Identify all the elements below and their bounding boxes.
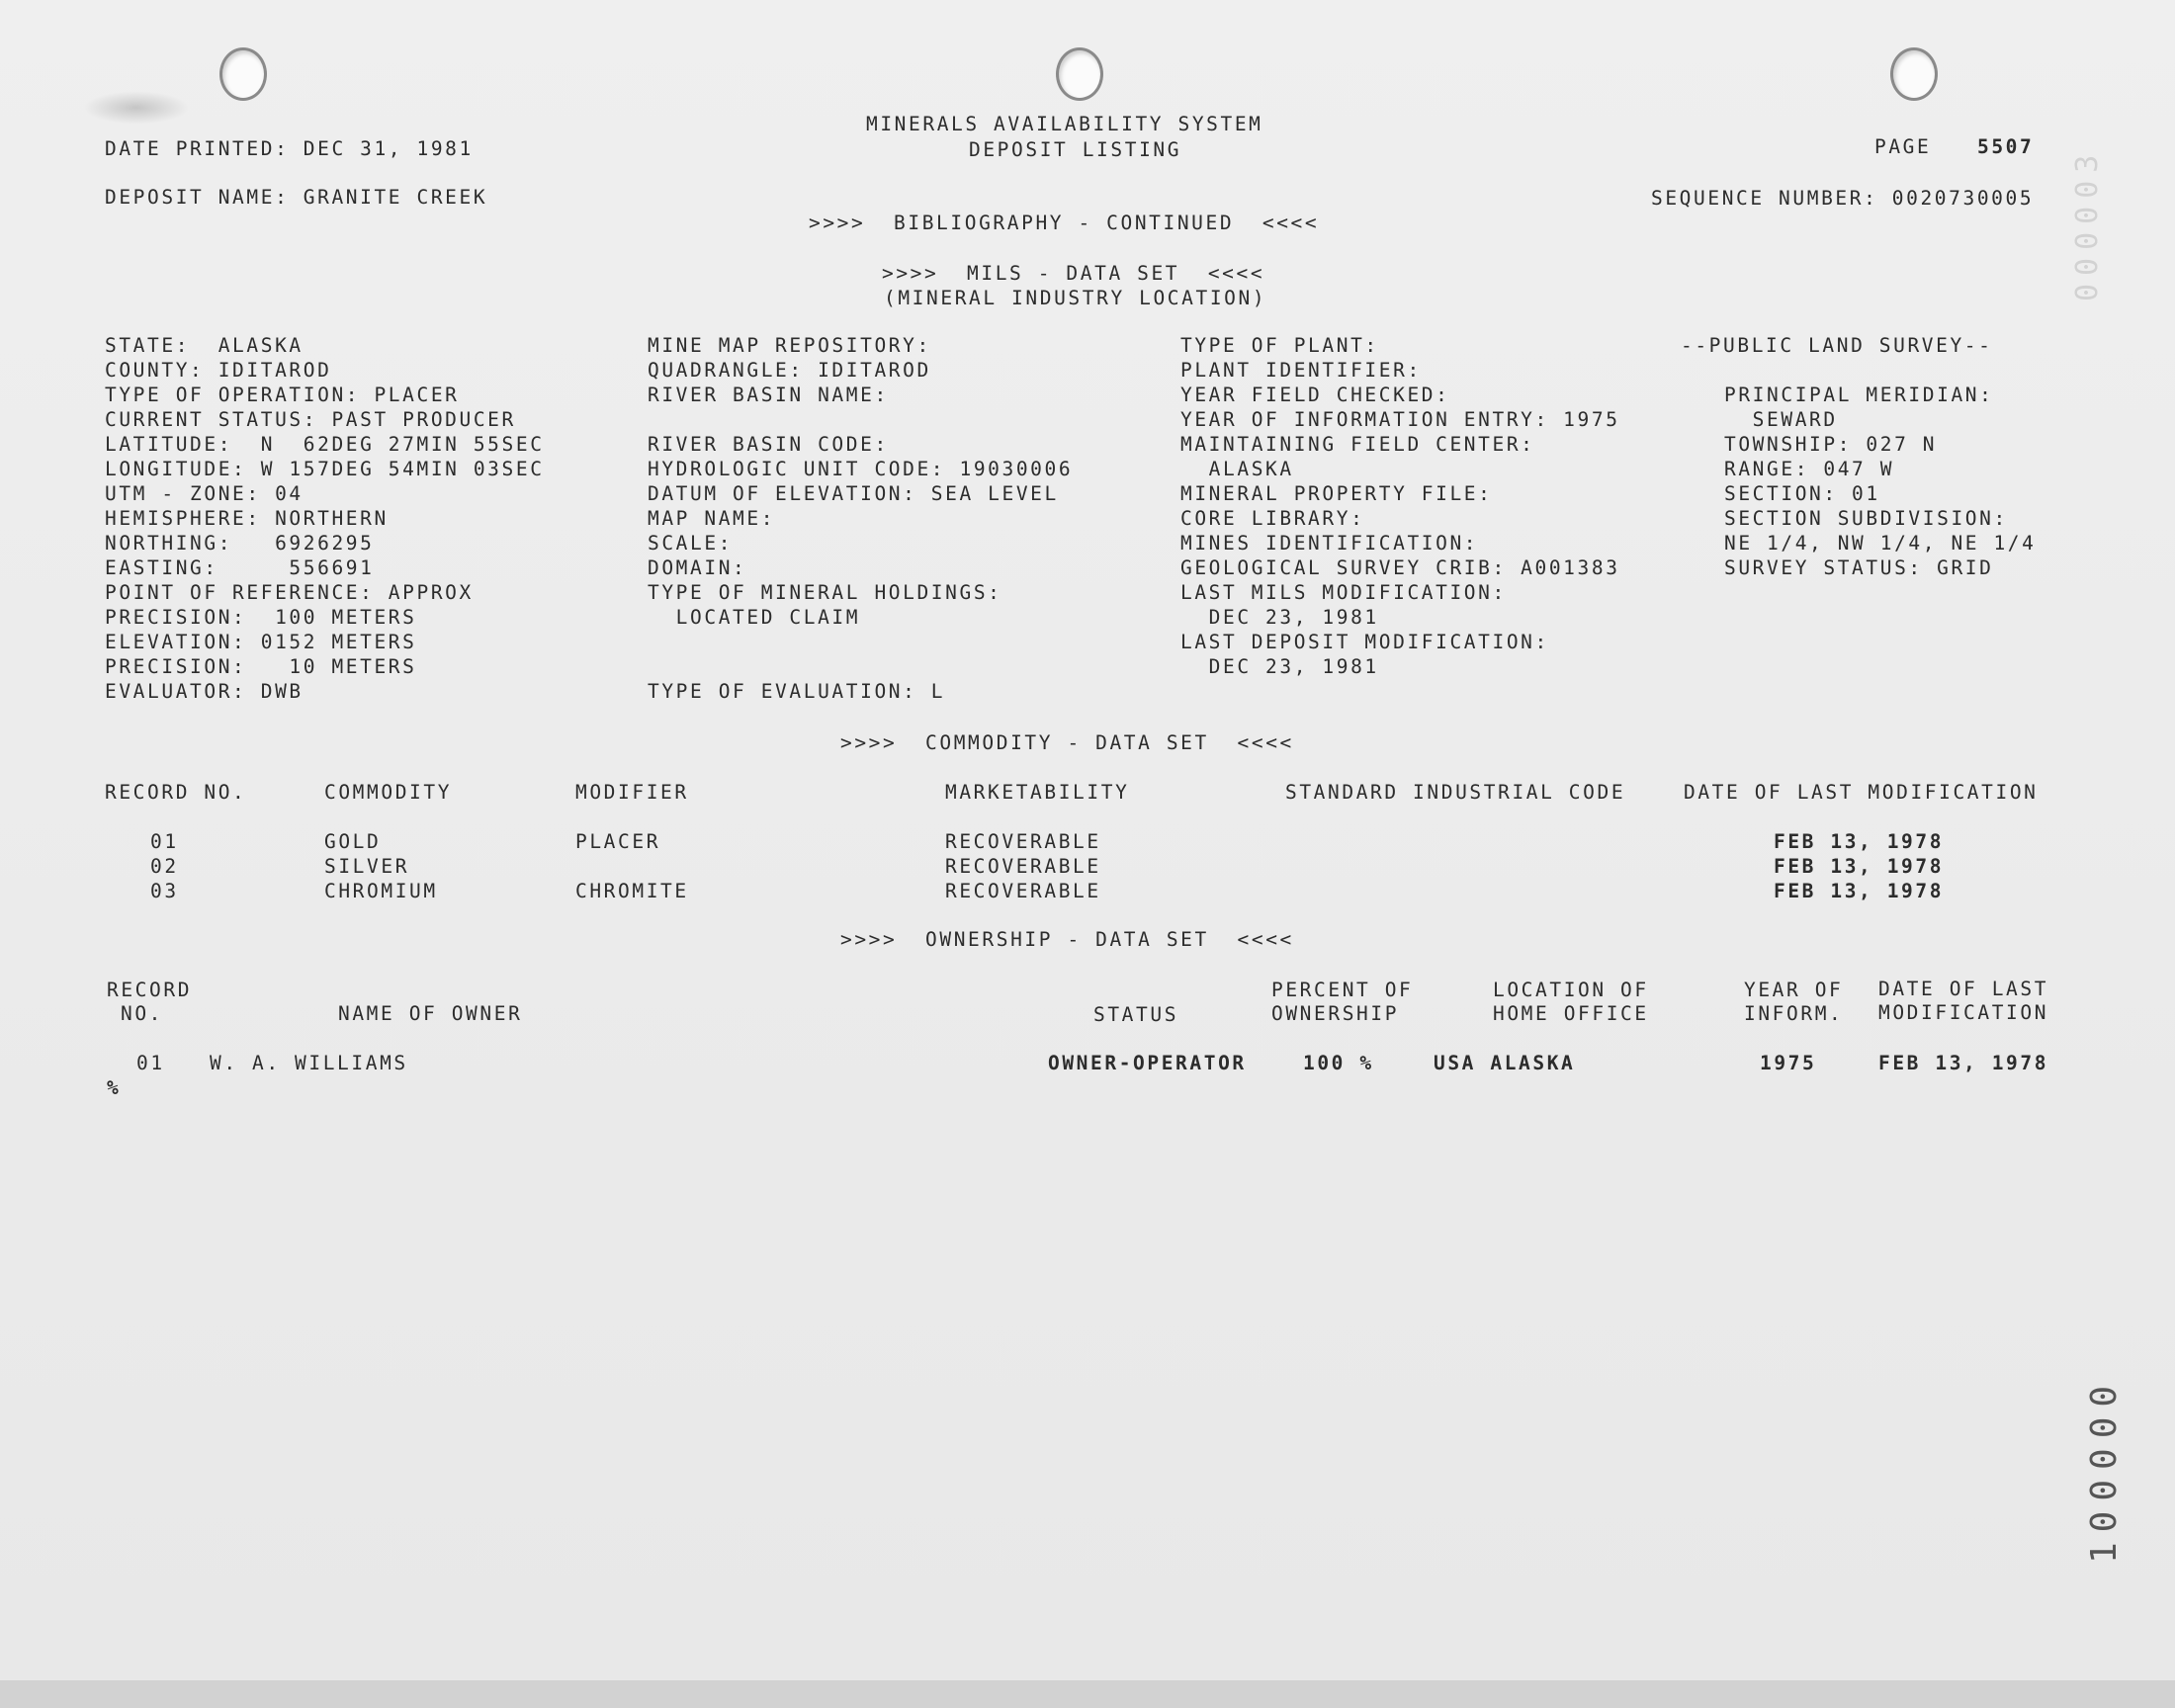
mils-field: RIVER BASIN CODE: bbox=[648, 433, 889, 456]
mils-field: MAP NAME: bbox=[648, 507, 776, 530]
commodity-record-no: 01 bbox=[150, 830, 179, 853]
mils-field: YEAR FIELD CHECKED: bbox=[1180, 384, 1450, 406]
commodity-col-marketability: MARKETABILITY bbox=[945, 781, 1130, 804]
mils-field: YEAR OF INFORMATION ENTRY: 1975 bbox=[1180, 408, 1620, 431]
mils-field: TOWNSHIP: 027 N bbox=[1724, 433, 1938, 456]
ownership-col-name: NAME OF OWNER bbox=[338, 1002, 523, 1025]
public-land-survey-title: --PUBLIC LAND SURVEY-- bbox=[1681, 334, 1993, 357]
mils-field: PRECISION: 100 METERS bbox=[105, 606, 417, 629]
mils-field: NE 1/4, NW 1/4, NE 1/4 bbox=[1724, 532, 2037, 555]
system-title: MINERALS AVAILABILITY SYSTEM bbox=[866, 113, 1263, 135]
mils-field: CURRENT STATUS: PAST PRODUCER bbox=[105, 408, 516, 431]
ownership-col-percent-1: PERCENT OF bbox=[1271, 979, 1414, 1001]
mils-field: LONGITUDE: W 157DEG 54MIN 03SEC bbox=[105, 458, 545, 480]
mils-field: SEWARD bbox=[1724, 408, 1838, 431]
mils-field: DOMAIN: bbox=[648, 556, 747, 579]
mils-field: HYDROLOGIC UNIT CODE: 19030006 bbox=[648, 458, 1074, 480]
mils-field: TYPE OF MINERAL HOLDINGS: bbox=[648, 581, 1002, 604]
mils-field: TYPE OF OPERATION: PLACER bbox=[105, 384, 460, 406]
mils-field: HEMISPHERE: NORTHERN bbox=[105, 507, 389, 530]
ownership-col-location-1: LOCATION OF bbox=[1493, 979, 1649, 1001]
mils-field: PRINCIPAL MERIDIAN: bbox=[1724, 384, 1994, 406]
sequence-number: SEQUENCE NUMBER: 0020730005 bbox=[1651, 187, 2035, 210]
ownership-col-date-2: MODIFICATION bbox=[1878, 1001, 2049, 1024]
commodity-col-sic: STANDARD INDUSTRIAL CODE bbox=[1285, 781, 1626, 804]
mils-field: QUADRANGLE: IDITAROD bbox=[648, 359, 931, 382]
scan-edge bbox=[0, 1680, 2175, 1708]
mils-field: RIVER BASIN NAME: bbox=[648, 384, 889, 406]
mils-field: MINES IDENTIFICATION: bbox=[1180, 532, 1479, 555]
punch-hole-center bbox=[1056, 47, 1103, 101]
ownership-col-no: NO. bbox=[121, 1002, 164, 1025]
ownership-col-date-1: DATE OF LAST bbox=[1878, 978, 2049, 1000]
date-printed: DATE PRINTED: DEC 31, 1981 bbox=[105, 137, 474, 160]
ownership-col-record: RECORD bbox=[107, 979, 193, 1001]
commodity-name: SILVER bbox=[324, 855, 410, 878]
mils-field: MINERAL PROPERTY FILE: bbox=[1180, 482, 1493, 505]
mils-subheader: (MINERAL INDUSTRY LOCATION) bbox=[884, 287, 1267, 309]
mils-field: ALASKA bbox=[1180, 458, 1294, 480]
punch-hole-right bbox=[1890, 47, 1938, 101]
owner-name: W. A. WILLIAMS bbox=[210, 1052, 408, 1074]
ownership-col-year-2: INFORM. bbox=[1744, 1002, 1844, 1025]
mils-field: ELEVATION: 0152 METERS bbox=[105, 631, 417, 653]
end-marker: % bbox=[107, 1076, 122, 1099]
mils-field: LAST MILS MODIFICATION: bbox=[1180, 581, 1507, 604]
commodity-date: FEB 13, 1978 bbox=[1774, 880, 1945, 902]
owner-year: 1975 bbox=[1760, 1052, 1817, 1074]
ownership-header: >>>> OWNERSHIP - DATA SET <<<< bbox=[840, 928, 1294, 951]
mils-field: SECTION SUBDIVISION: bbox=[1724, 507, 2008, 530]
commodity-col-record: RECORD NO. bbox=[105, 781, 247, 804]
mils-field: DEC 23, 1981 bbox=[1180, 655, 1379, 678]
commodity-marketability: RECOVERABLE bbox=[945, 855, 1101, 878]
mils-field: LAST DEPOSIT MODIFICATION: bbox=[1180, 631, 1549, 653]
mils-field: LOCATED CLAIM bbox=[648, 606, 861, 629]
commodity-header: >>>> COMMODITY - DATA SET <<<< bbox=[840, 731, 1294, 754]
mils-field: NORTHING: 6926295 bbox=[105, 532, 375, 555]
mils-field: SURVEY STATUS: GRID bbox=[1724, 556, 1994, 579]
mils-field: PRECISION: 10 METERS bbox=[105, 655, 417, 678]
mils-field: SCALE: bbox=[648, 532, 734, 555]
margin-stamp-top: 000003 bbox=[2070, 146, 2105, 301]
mils-header: >>>> MILS - DATA SET <<<< bbox=[882, 262, 1265, 285]
margin-stamp-bottom: 100000 bbox=[2084, 1375, 2125, 1564]
mils-field: UTM - ZONE: 04 bbox=[105, 482, 304, 505]
owner-percent: 100 % bbox=[1303, 1052, 1374, 1074]
commodity-name: CHROMIUM bbox=[324, 880, 438, 902]
mils-field: MINE MAP REPOSITORY: bbox=[648, 334, 931, 357]
mils-field: PLANT IDENTIFIER: bbox=[1180, 359, 1422, 382]
commodity-name: GOLD bbox=[324, 830, 382, 853]
ownership-col-location-2: HOME OFFICE bbox=[1493, 1002, 1649, 1025]
mils-field: SECTION: 01 bbox=[1724, 482, 1880, 505]
page-label: PAGE bbox=[1874, 135, 1932, 158]
mils-field: CORE LIBRARY: bbox=[1180, 507, 1365, 530]
commodity-modifier: PLACER bbox=[575, 830, 661, 853]
ownership-col-percent-2: OWNERSHIP bbox=[1271, 1002, 1400, 1025]
commodity-col-modifier: MODIFIER bbox=[575, 781, 689, 804]
mils-field: EASTING: 556691 bbox=[105, 556, 375, 579]
mils-field: POINT OF REFERENCE: APPROX bbox=[105, 581, 474, 604]
commodity-record-no: 02 bbox=[150, 855, 179, 878]
mils-field: DEC 23, 1981 bbox=[1180, 606, 1379, 629]
listing-title: DEPOSIT LISTING bbox=[969, 138, 1182, 161]
mils-field: MAINTAINING FIELD CENTER: bbox=[1180, 433, 1535, 456]
ownership-col-year-1: YEAR OF bbox=[1744, 979, 1844, 1001]
commodity-marketability: RECOVERABLE bbox=[945, 880, 1101, 902]
commodity-date: FEB 13, 1978 bbox=[1774, 830, 1945, 853]
owner-location: USA ALASKA bbox=[1434, 1052, 1576, 1074]
ownership-col-status: STATUS bbox=[1093, 1003, 1179, 1026]
mils-field: TYPE OF EVALUATION: L bbox=[648, 680, 946, 703]
commodity-col-commodity: COMMODITY bbox=[324, 781, 453, 804]
mils-field: LATITUDE: N 62DEG 27MIN 55SEC bbox=[105, 433, 545, 456]
commodity-modifier: CHROMITE bbox=[575, 880, 689, 902]
mils-field: COUNTY: IDITAROD bbox=[105, 359, 332, 382]
mils-field: STATE: ALASKA bbox=[105, 334, 304, 357]
owner-date: FEB 13, 1978 bbox=[1878, 1052, 2049, 1074]
mils-field: EVALUATOR: DWB bbox=[105, 680, 304, 703]
mils-field: TYPE OF PLANT: bbox=[1180, 334, 1379, 357]
commodity-marketability: RECOVERABLE bbox=[945, 830, 1101, 853]
mils-field: GEOLOGICAL SURVEY CRIB: A001383 bbox=[1180, 556, 1620, 579]
page-number: 5507 bbox=[1977, 135, 2035, 158]
mils-field: DATUM OF ELEVATION: SEA LEVEL bbox=[648, 482, 1059, 505]
owner-status: OWNER-OPERATOR bbox=[1048, 1052, 1247, 1074]
commodity-date: FEB 13, 1978 bbox=[1774, 855, 1945, 878]
punch-hole-left bbox=[219, 47, 267, 101]
deposit-name: DEPOSIT NAME: GRANITE CREEK bbox=[105, 186, 488, 209]
commodity-record-no: 03 bbox=[150, 880, 179, 902]
bibliography-header: >>>> BIBLIOGRAPHY - CONTINUED <<<< bbox=[809, 212, 1320, 234]
ink-smudge bbox=[83, 91, 190, 125]
commodity-col-date: DATE OF LAST MODIFICATION bbox=[1684, 781, 2039, 804]
mils-field: RANGE: 047 W bbox=[1724, 458, 1895, 480]
ownership-record-no: 01 bbox=[136, 1052, 165, 1074]
